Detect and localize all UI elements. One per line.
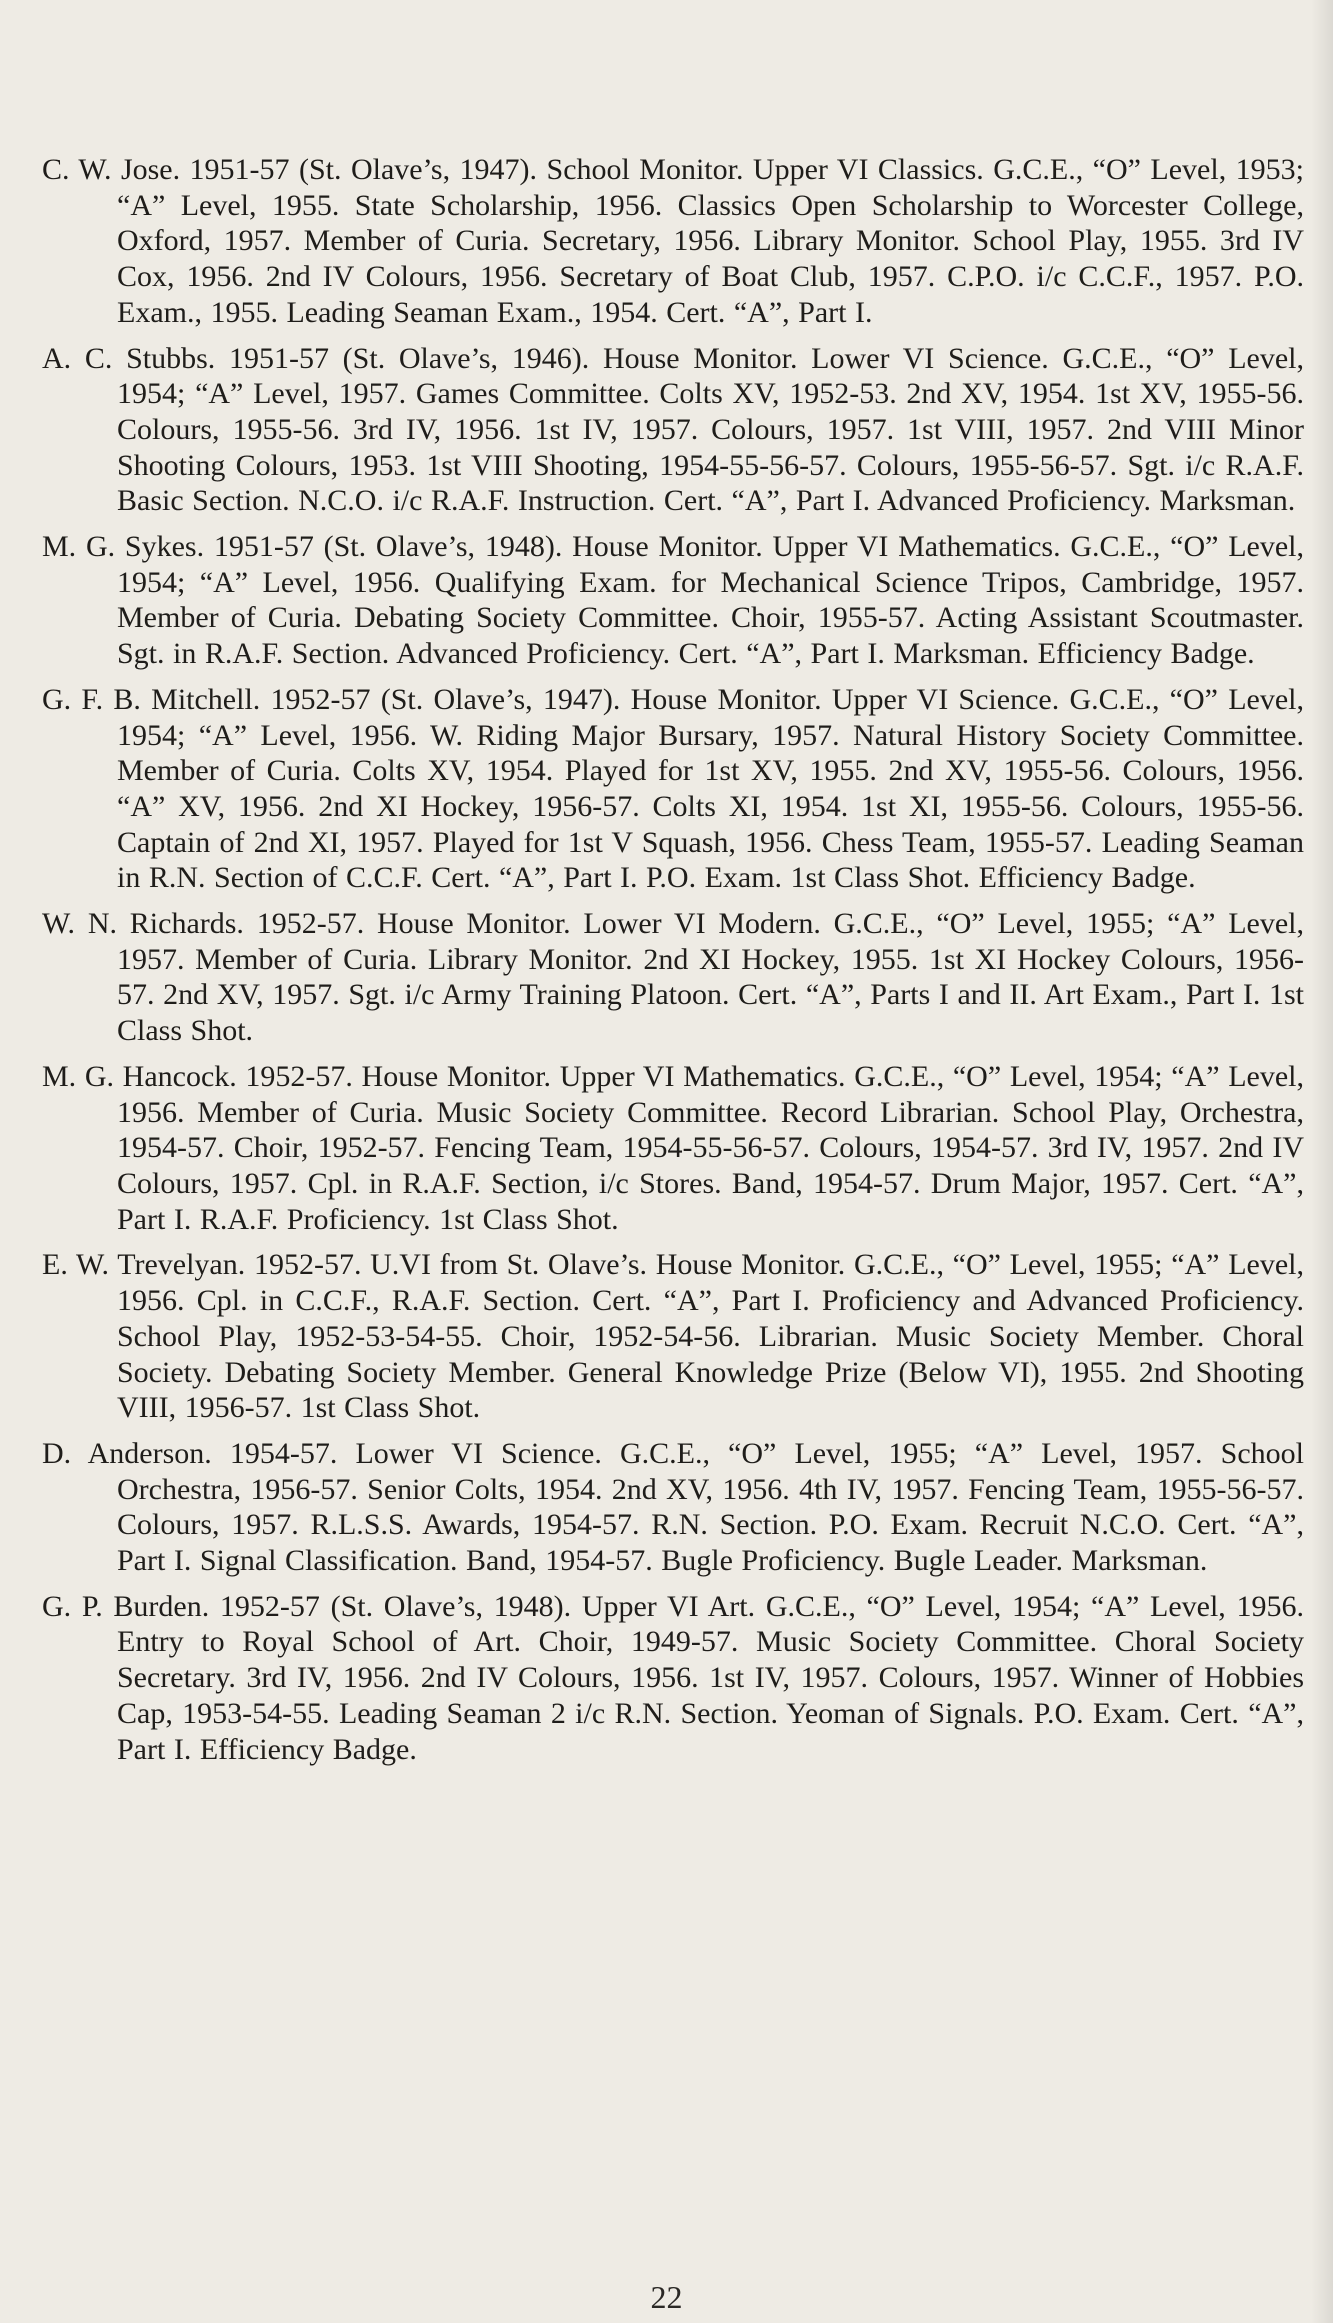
entry-mitchell: G. F. B. Mitchell. 1952-57 (St. Olave’s, 1947). House Monitor. Upper VI Science. G.C.E., “O” Level, 1954; “A” Level, 1956. W. Riding Major Bursary, 1957. Natural History Society Committee. Member of Curia. Colts XV, 1954. Played for 1st XV, 1955. 2nd XV, 1955-56. Colours, 1956. “A” XV, 1956. 2nd XI Hockey, 1956-57. Colts XI, 1954. 1st XI, 1955-56. Colours, 1955-56. Captain of 2nd XI, 1957. Played for 1st V Squash, 1956. Chess Team, 1955-57. Leading Seaman in R.N. Section of C.C.F. Cert. “A”, Part I. P.O. Exam. 1st Class Shot. Efficiency Badge. <box>42 682 1304 895</box>
page-edge-shadow <box>1311 0 1333 2323</box>
entry-burden: G. P. Burden. 1952-57 (St. Olave’s, 1948). Upper VI Art. G.C.E., “O” Level, 1954; “A” Level, 1956. Entry to Royal School of Art. Choir, 1949-57. Music Society Committee. Choral Society Secretary. 3rd IV, 1956. 2nd IV Colours, 1956. 1st IV, 1957. Colours, 1957. Winner of Hobbies Cap, 1953-54-55. Leading Seaman 2 i/c R.N. Section. Yeoman of Signals. P.O. Exam. Cert. “A”, Part I. Efficiency Badge. <box>42 1589 1304 1766</box>
document-body <box>42 152 1304 1777</box>
entry-richards: W. N. Richards. 1952-57. House Monitor. Lower VI Modern. G.C.E., “O” Level, 1955; “A” Level, 1957. Member of Curia. Library Monitor. 2nd XI Hockey, 1955. 1st XI Hockey Colours, 1956-57. 2nd XV, 1957. Sgt. i/c Army Training Platoon. Cert. “A”, Parts I and II. Art Exam., Part I. 1st Class Shot. <box>42 907 1304 1048</box>
entry-jose: C. W. Jose. 1951-57 (St. Olave’s, 1947). School Monitor. Upper VI Classics. G.C.E., “O” Level, 1953; “A” Level, 1955. State Scholarship, 1956. Classics Open Scholarship to Worcester College, Oxford, 1957. Member of Curia. Secretary, 1956. Library Monitor. School Play, 1955. 3rd IV Cox, 1956. 2nd IV Colours, 1956. Secretary of Boat Club, 1957. C.P.O. i/c C.C.F., 1957. P.O. Exam., 1955. Leading Seaman Exam., 1954. Cert. “A”, Part I. <box>42 153 1304 329</box>
entry-sykes: M. G. Sykes. 1951-57 (St. Olave’s, 1948). House Monitor. Upper VI Mathematics. G.C.E., “O” Level, 1954; “A” Level, 1956. Qualifying Exam. for Mechanical Science Tripos, Cambridge, 1957. Member of Curia. Debating Society Committee. Choir, 1955-57. Acting Assistant Scoutmaster. Sgt. in R.A.F. Section. Advanced Proficiency. Cert. “A”, Part I. Marksman. Efficiency Badge. <box>42 530 1304 671</box>
entry-trevelyan: E. W. Trevelyan. 1952-57. U.VI from St. Olave’s. House Monitor. G.C.E., “O” Level, 1955; “A” Level, 1956. Cpl. in C.C.F., R.A.F. Section. Cert. “A”, Part I. Proficiency and Advanced Proficiency. School Play, 1952-53-54-55. Choir, 1952-54-56. Librarian. Music Society Member. Choral Society. Debating Society Member. General Knowledge Prize (Below VI), 1955. 2nd Shooting VIII, 1956-57. 1st Class Shot. <box>42 1248 1304 1425</box>
page-number: 22 <box>650 2279 683 2315</box>
entry-stubbs: A. C. Stubbs. 1951-57 (St. Olave’s, 1946). House Monitor. Lower VI Science. G.C.E., “O” Level, 1954; “A” Level, 1957. Games Committee. Colts XV, 1952-53. 2nd XV, 1954. 1st XV, 1955-56. Colours, 1955-56. 3rd IV, 1956. 1st IV, 1957. Colours, 1957. 1st VIII, 1957. 2nd VIII Minor Shooting Colours, 1953. 1st VIII Shooting, 1954-55-56-57. Colours, 1955-56-57. Sgt. i/c R.A.F. Basic Section. N.C.O. i/c R.A.F. Instruction. Cert. “A”, Part I. Advanced Proficiency. Marksman. <box>42 341 1304 518</box>
entry-hancock: M. G. Hancock. 1952-57. House Monitor. Upper VI Mathematics. G.C.E., “O” Level, 1954; “A” Level, 1956. Member of Curia. Music Society Committee. Record Librarian. School Play, Orchestra, 1954-57. Choir, 1952-57. Fencing Team, 1954-55-56-57. Colours, 1954-57. 3rd IV, 1957. 2nd IV Colours, 1957. Cpl. in R.A.F. Section, i/c Stores. Band, 1954-57. Drum Major, 1957. Cert. “A”, Part I. R.A.F. Proficiency. 1st Class Shot. <box>42 1059 1304 1236</box>
entry-anderson: D. Anderson. 1954-57. Lower VI Science. G.C.E., “O” Level, 1955; “A” Level, 1957. School Orchestra, 1956-57. Senior Colts, 1954. 2nd XV, 1956. 4th IV, 1957. Fencing Team, 1955-56-57. Colours, 1957. R.L.S.S. Awards, 1954-57. R.N. Section. P.O. Exam. Recruit N.C.O. Cert. “A”, Part I. Signal Classification. Band, 1954-57. Bugle Proficiency. Bugle Leader. Marksman. <box>42 1436 1304 1578</box>
